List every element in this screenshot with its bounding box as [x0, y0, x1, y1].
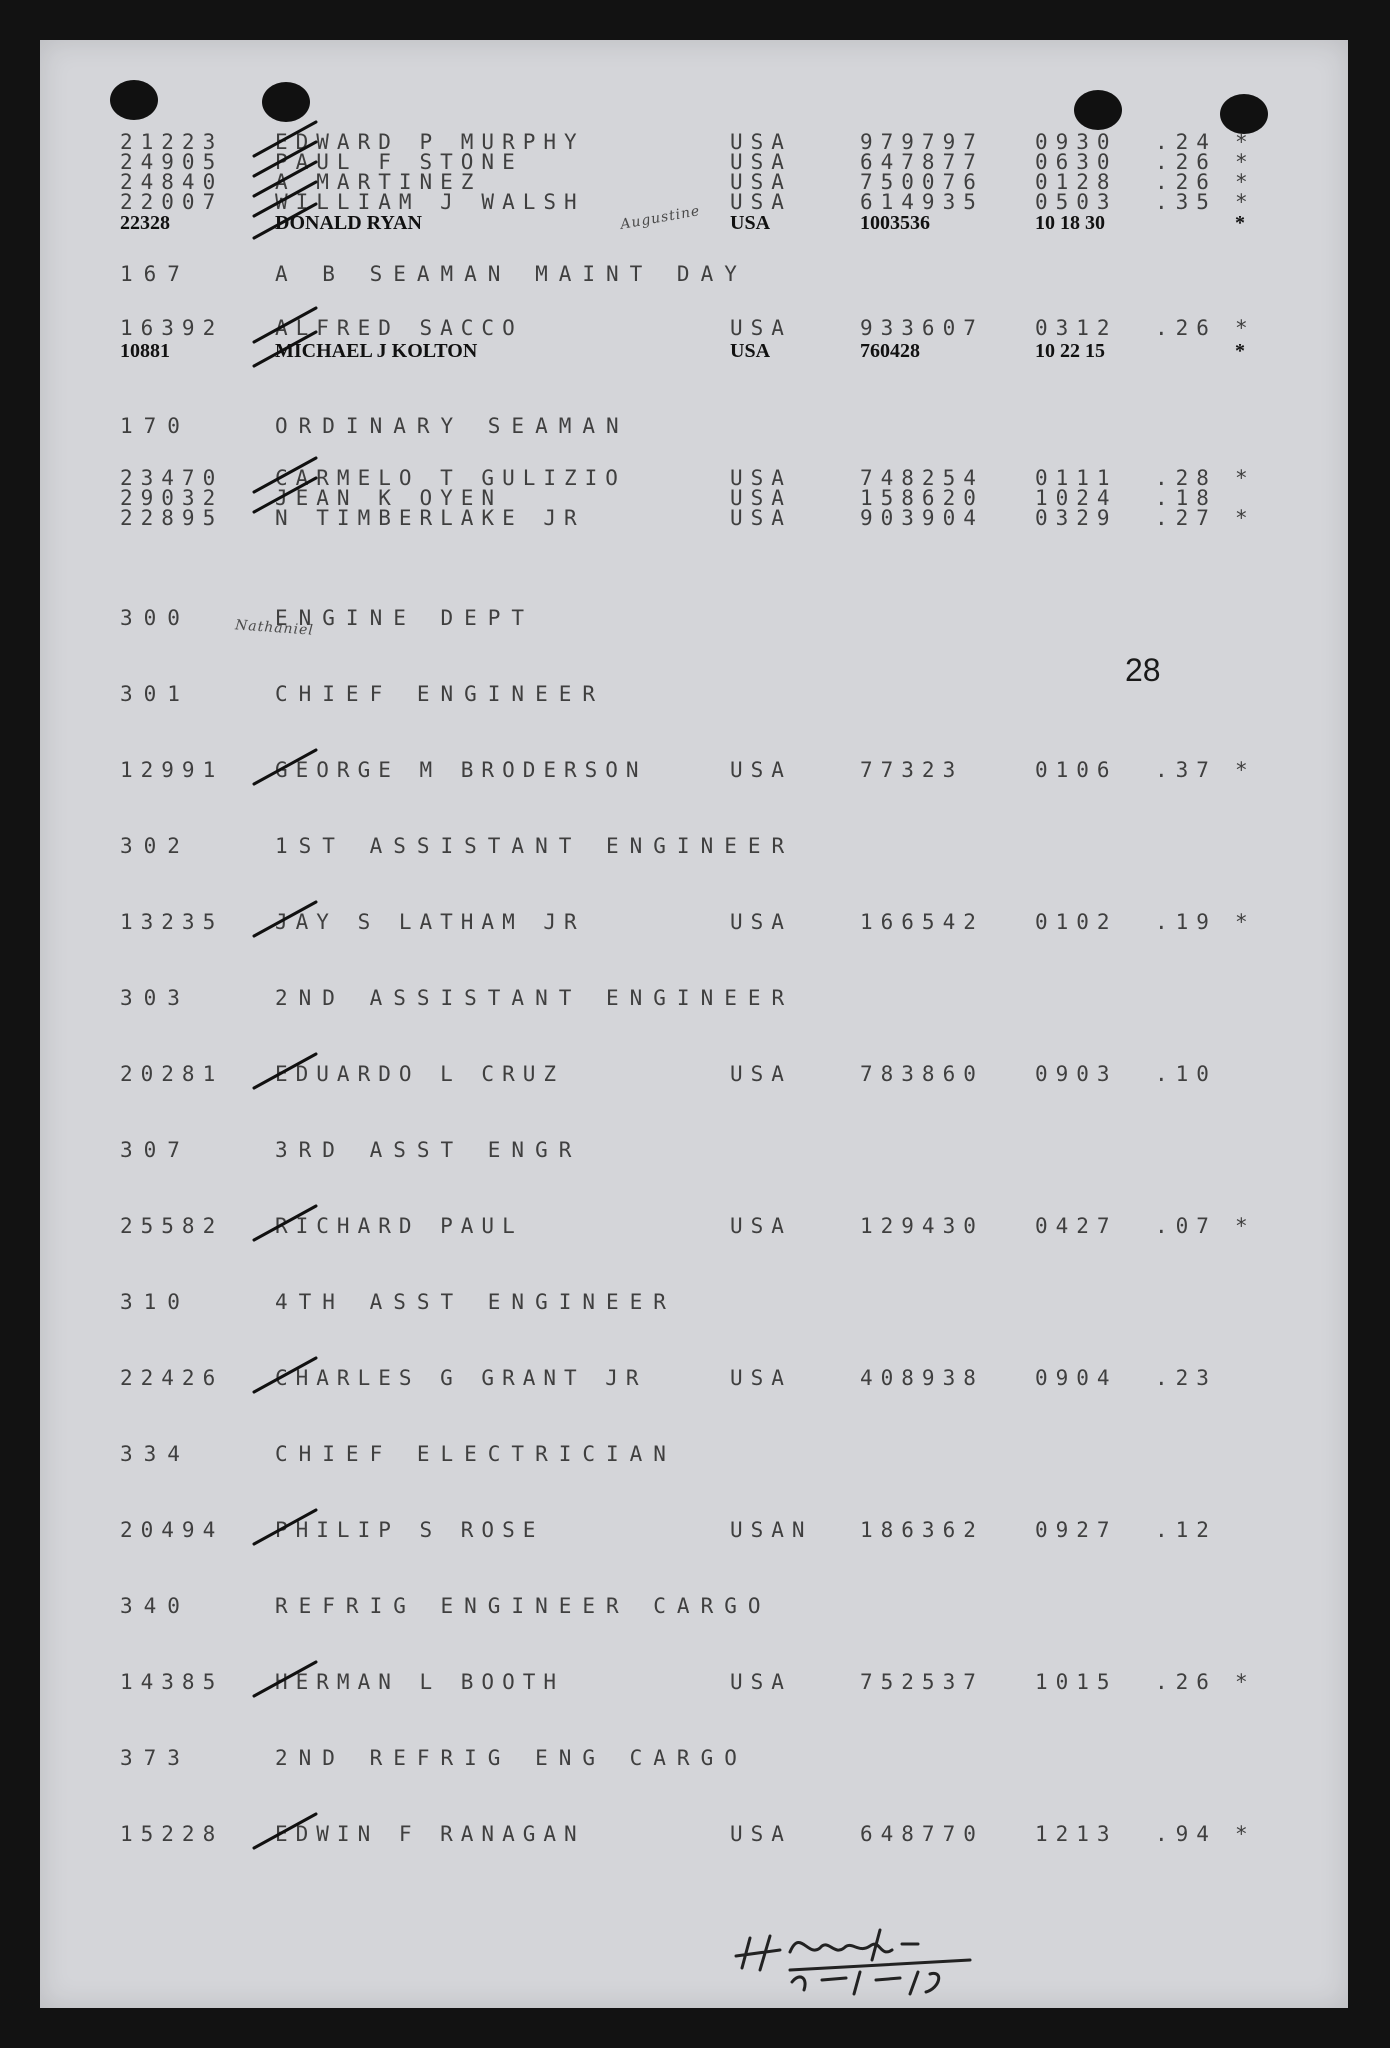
section-title: CHIEF ELECTRICIAN — [275, 1442, 677, 1466]
crew-id: 10881 — [120, 340, 170, 362]
nationality: USA — [730, 150, 792, 174]
rate: .24 — [1155, 130, 1217, 154]
crew-id: 14385 — [120, 1670, 224, 1694]
section-title: 2ND ASSISTANT ENGINEER — [275, 986, 796, 1010]
section-code: 334 — [120, 1442, 191, 1466]
section-title: 1ST ASSISTANT ENGINEER — [275, 834, 796, 858]
rate: .10 — [1155, 1062, 1217, 1086]
section-title: 3RD ASST ENGR — [275, 1138, 583, 1162]
asterisk-mark: * — [1235, 758, 1248, 782]
nationality: USA — [730, 1214, 792, 1238]
section-code: 303 — [120, 986, 191, 1010]
crew-id: 24840 — [120, 170, 224, 194]
z-number: 783860 — [860, 1062, 984, 1086]
date-code: 1024 — [1035, 486, 1118, 510]
signature — [730, 1908, 1000, 1998]
document-page — [40, 40, 1348, 2008]
date-code: 0329 — [1035, 506, 1118, 530]
date-code: 0927 — [1035, 1518, 1118, 1542]
section-heading — [40, 1746, 1348, 1776]
rate: .12 — [1155, 1518, 1217, 1542]
check-mark-icon — [252, 200, 322, 240]
date-code: 0128 — [1035, 170, 1118, 194]
section-heading — [40, 1594, 1348, 1624]
z-number: 186362 — [860, 1518, 984, 1542]
z-number: 903904 — [860, 506, 984, 530]
crew-name: A MARTINEZ — [275, 170, 482, 194]
rate: .35 — [1155, 190, 1217, 214]
date-code: 0102 — [1035, 910, 1118, 934]
crew-row — [40, 506, 1348, 536]
section-code: 310 — [120, 1290, 191, 1314]
asterisk-mark: * — [1235, 1822, 1248, 1846]
crew-name: JAY S LATHAM JR — [275, 910, 585, 934]
asterisk-mark: * — [1235, 466, 1248, 490]
nationality: USA — [730, 1822, 792, 1846]
check-mark-icon — [252, 1810, 322, 1850]
section-code: 301 — [120, 682, 191, 706]
crew-name: EDWIN F RANAGAN — [275, 1822, 585, 1846]
nationality: USA — [730, 1670, 792, 1694]
punch-hole — [1220, 94, 1268, 134]
crew-name: HERMAN L BOOTH — [275, 1670, 565, 1694]
punch-hole — [110, 80, 158, 120]
crew-name: DONALD RYAN — [275, 212, 422, 234]
section-title: ENGINE DEPT — [275, 606, 536, 630]
punch-hole — [1074, 90, 1122, 130]
z-number: 748254 — [860, 466, 984, 490]
z-number: 614935 — [860, 190, 984, 214]
section-code: 340 — [120, 1594, 191, 1618]
crew-name: WILLIAM J WALSH — [275, 190, 585, 214]
crew-id: 20281 — [120, 1062, 224, 1086]
nationality: USA — [730, 170, 792, 194]
crew-row — [40, 1366, 1348, 1396]
crew-id: 22328 — [120, 212, 170, 234]
date-code: 0111 — [1035, 466, 1118, 490]
crew-id: 13235 — [120, 910, 224, 934]
z-number: 979797 — [860, 130, 984, 154]
crew-id: 22895 — [120, 506, 224, 530]
section-code: 167 — [120, 262, 191, 286]
asterisk-mark: * — [1235, 170, 1248, 194]
section-heading — [40, 834, 1348, 864]
date-code: 0427 — [1035, 1214, 1118, 1238]
asterisk-mark: * — [1235, 316, 1248, 340]
z-number: 752537 — [860, 1670, 984, 1694]
crew-name: PAUL F STONE — [275, 150, 523, 174]
date-code: 1213 — [1035, 1822, 1118, 1846]
z-number: 1003536 — [860, 212, 930, 234]
date-code: 0930 — [1035, 130, 1118, 154]
z-number: 933607 — [860, 316, 984, 340]
date-code: 1015 — [1035, 1670, 1118, 1694]
section-code: 170 — [120, 414, 191, 438]
page-number: 28 — [1125, 652, 1161, 688]
crew-row — [40, 340, 1348, 370]
section-code: 373 — [120, 1746, 191, 1770]
crew-name: MICHAEL J KOLTON — [275, 340, 478, 362]
check-mark-icon — [252, 1506, 322, 1546]
section-title: REFRIG ENGINEER CARGO — [275, 1594, 772, 1618]
crew-id: 22007 — [120, 190, 224, 214]
date-code: 10 18 30 — [1035, 212, 1105, 234]
crew-id: 24905 — [120, 150, 224, 174]
section-code: 300 — [120, 606, 191, 630]
crew-row — [40, 1062, 1348, 1092]
asterisk-mark: * — [1235, 212, 1245, 234]
crew-row — [40, 1670, 1348, 1700]
check-mark-icon — [252, 746, 322, 786]
asterisk-mark: * — [1235, 506, 1248, 530]
nationality: USA — [730, 506, 792, 530]
section-heading — [40, 1442, 1348, 1472]
rate: .07 — [1155, 1214, 1217, 1238]
crew-id: 25582 — [120, 1214, 224, 1238]
rate: .26 — [1155, 316, 1217, 340]
nationality: USA — [730, 486, 792, 510]
z-number: 408938 — [860, 1366, 984, 1390]
crew-row — [40, 1822, 1348, 1852]
handwritten-note-nathaniel: Nathaniel — [234, 617, 315, 639]
crew-row — [40, 1518, 1348, 1548]
section-title: 4TH ASST ENGINEER — [275, 1290, 677, 1314]
section-heading — [40, 986, 1348, 1016]
crew-name: CARMELO T GULIZIO — [275, 466, 626, 490]
nationality: USA — [730, 190, 792, 214]
crew-name: EDUARDO L CRUZ — [275, 1062, 565, 1086]
date-code: 0903 — [1035, 1062, 1118, 1086]
nationality: USA — [730, 130, 792, 154]
rate: .27 — [1155, 506, 1217, 530]
asterisk-mark: * — [1235, 130, 1248, 154]
rate: .26 — [1155, 150, 1217, 174]
date-code: 0630 — [1035, 150, 1118, 174]
crew-row — [40, 758, 1348, 788]
section-title: A B SEAMAN MAINT DAY — [275, 262, 748, 286]
crew-id: 21223 — [120, 130, 224, 154]
nationality: USA — [730, 1366, 792, 1390]
z-number: 77323 — [860, 758, 964, 782]
z-number: 129430 — [860, 1214, 984, 1238]
nationality: USA — [730, 212, 771, 234]
crew-row — [40, 1214, 1348, 1244]
z-number: 647877 — [860, 150, 984, 174]
z-number: 760428 — [860, 340, 920, 362]
crew-name: N TIMBERLAKE JR — [275, 506, 585, 530]
nationality: USA — [730, 340, 771, 362]
crew-id: 29032 — [120, 486, 224, 510]
z-number: 158620 — [860, 486, 984, 510]
section-code: 307 — [120, 1138, 191, 1162]
crew-row — [40, 910, 1348, 940]
rate: .37 — [1155, 758, 1217, 782]
check-mark-icon — [252, 1354, 322, 1394]
section-title: 2ND REFRIG ENG CARGO — [275, 1746, 748, 1770]
rate: .18 — [1155, 486, 1217, 510]
handwritten-note-augustine: Augustine — [619, 203, 702, 233]
section-code: 302 — [120, 834, 191, 858]
section-heading — [40, 262, 1348, 292]
section-title: ORDINARY SEAMAN — [275, 414, 630, 438]
date-code: 10 22 15 — [1035, 340, 1105, 362]
nationality: USA — [730, 910, 792, 934]
rate: .28 — [1155, 466, 1217, 490]
nationality: USA — [730, 1062, 792, 1086]
section-heading — [40, 1290, 1348, 1320]
rate: .94 — [1155, 1822, 1217, 1846]
section-heading — [40, 1138, 1348, 1168]
crew-id: 20494 — [120, 1518, 224, 1542]
nationality: USAN — [730, 1518, 813, 1542]
punch-hole — [262, 82, 310, 122]
date-code: 0904 — [1035, 1366, 1118, 1390]
z-number: 166542 — [860, 910, 984, 934]
asterisk-mark: * — [1235, 150, 1248, 174]
crew-name: JEAN K OYEN — [275, 486, 503, 510]
check-mark-icon — [252, 1050, 322, 1090]
asterisk-mark: * — [1235, 1214, 1248, 1238]
z-number: 648770 — [860, 1822, 984, 1846]
crew-id: 22426 — [120, 1366, 224, 1390]
section-heading — [40, 414, 1348, 444]
crew-id: 23470 — [120, 466, 224, 490]
crew-id: 16392 — [120, 316, 224, 340]
asterisk-mark: * — [1235, 190, 1248, 214]
crew-name: RICHARD PAUL — [275, 1214, 523, 1238]
crew-name: EDWARD P MURPHY — [275, 130, 585, 154]
asterisk-mark: * — [1235, 1670, 1248, 1694]
date-code: 0106 — [1035, 758, 1118, 782]
crew-name: ALFRED SACCO — [275, 316, 523, 340]
check-mark-icon — [252, 898, 322, 938]
rate: .26 — [1155, 1670, 1217, 1694]
asterisk-mark: * — [1235, 340, 1245, 362]
z-number: 750076 — [860, 170, 984, 194]
nationality: USA — [730, 466, 792, 490]
nationality: USA — [730, 316, 792, 340]
rate: .19 — [1155, 910, 1217, 934]
crew-name: PHILIP S ROSE — [275, 1518, 544, 1542]
crew-name: CHARLES G GRANT JR — [275, 1366, 647, 1390]
rate: .23 — [1155, 1366, 1217, 1390]
crew-name: GEORGE M BRODERSON — [275, 758, 647, 782]
date-code: 0503 — [1035, 190, 1118, 214]
crew-id: 12991 — [120, 758, 224, 782]
crew-id: 15228 — [120, 1822, 224, 1846]
nationality: USA — [730, 758, 792, 782]
check-mark-icon — [252, 1202, 322, 1242]
section-title: CHIEF ENGINEER — [275, 682, 607, 706]
check-mark-icon — [252, 328, 322, 368]
rate: .26 — [1155, 170, 1217, 194]
date-code: 0312 — [1035, 316, 1118, 340]
check-mark-icon — [252, 1658, 322, 1698]
asterisk-mark: * — [1235, 910, 1248, 934]
